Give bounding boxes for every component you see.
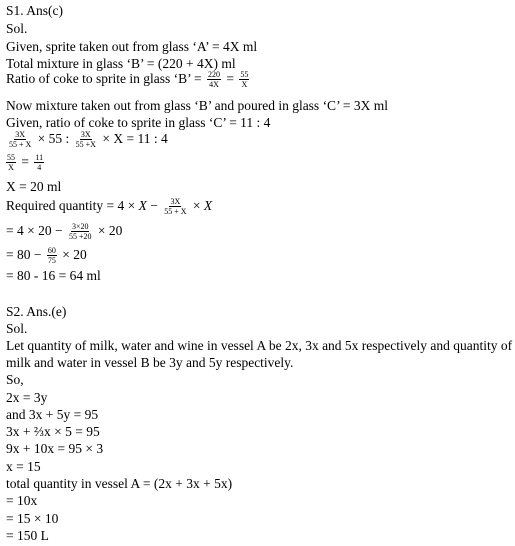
text: Ratio of coke to sprite in glass ‘B’ = <box>6 71 202 86</box>
s1-line: X = 20 ml <box>6 179 62 194</box>
s1-ratio-equation <box>6 130 168 149</box>
text: = 4 × 20 − <box>6 223 63 238</box>
denominator: 75 <box>47 256 56 266</box>
fraction <box>34 153 44 172</box>
fraction <box>207 70 221 89</box>
text: × 55 : <box>37 131 70 146</box>
fraction <box>75 130 97 149</box>
variable: X <box>138 198 147 213</box>
s2-line: milk and water in vessel B be 3y and 5y respectively. <box>6 355 294 370</box>
s1-step <box>6 222 122 241</box>
s1-answer: = 80 - 16 = 64 ml <box>6 268 101 283</box>
s1-line: Given, sprite taken out from glass ‘A’ = 4X ml <box>6 39 258 54</box>
numerator: 60 <box>47 246 56 256</box>
fraction <box>163 197 187 216</box>
numerator: 3×20 <box>71 222 89 232</box>
s1-line: Now mixture taken out from glass ‘B’ and poured in glass ‘C’ = 3X ml <box>6 98 389 113</box>
s1-sol-label: Sol. <box>6 21 28 36</box>
times: × <box>192 198 201 213</box>
text: × 20 <box>62 247 87 262</box>
fraction <box>68 222 93 241</box>
denominator: X <box>241 80 248 90</box>
equals: = <box>226 71 234 86</box>
s2-line: and 3x + 5y = 95 <box>6 407 99 422</box>
s2-line: = 10x <box>6 493 38 508</box>
denominator: 55 + X <box>164 207 187 217</box>
s2-sol-label: Sol. <box>6 321 28 336</box>
fraction <box>6 153 16 172</box>
numerator: 3X <box>80 130 91 140</box>
text: × 20 <box>97 223 123 238</box>
numerator: 55 <box>7 153 15 163</box>
s2-answer: = 150 L <box>6 528 49 543</box>
s1-simplified-equation <box>6 153 46 172</box>
s1-heading: S1. Ans(c) <box>6 3 63 18</box>
text: Required quantity = 4 × <box>6 198 136 213</box>
numerator: 220 <box>207 70 220 80</box>
numerator: 3X <box>15 130 26 140</box>
s2-line: total quantity in vessel A = (2x + 3x + 5x) <box>6 476 233 491</box>
denominator: 55 +X <box>75 140 96 150</box>
fraction <box>239 70 249 89</box>
equals: = <box>21 154 29 169</box>
numerator: 55 <box>240 70 249 80</box>
denominator: 55 + X <box>9 140 32 150</box>
denominator: X <box>8 163 14 173</box>
s1-ratio-line <box>6 70 251 89</box>
denominator: 55 +20 <box>68 232 92 242</box>
s2-heading: S2. Ans.(e) <box>6 304 67 319</box>
text: × X = 11 : 4 <box>102 131 168 146</box>
s2-line: 2x = 3y <box>6 390 48 405</box>
s2-line: = 15 × 10 <box>6 511 59 526</box>
text: = 80 − <box>6 247 42 262</box>
numerator: 11 <box>35 153 44 163</box>
s1-line: Given, ratio of coke to sprite in glass ‘C’ = 11 : 4 <box>6 115 271 130</box>
s1-step <box>6 246 87 265</box>
s2-line: 9x + 10x = 95 × 3 <box>6 441 104 456</box>
fraction <box>47 246 57 265</box>
s2-line: Let quantity of milk, water and wine in vessel A be 2x, 3x and 5x respectively and quantity of <box>6 338 513 353</box>
variable: X <box>203 198 213 213</box>
s2-line: 3x + ⅔x × 5 = 95 <box>6 424 100 439</box>
s2-line: So, <box>6 372 24 387</box>
fraction <box>8 130 32 149</box>
s1-line: Total mixture in glass ‘B’ = (220 + 4X) ml <box>6 56 236 71</box>
s2-line: x = 15 <box>6 459 41 474</box>
minus: − <box>150 198 158 213</box>
s1-required-quantity <box>6 197 212 216</box>
denominator: 4 <box>37 163 42 173</box>
denominator: 4X <box>209 80 219 90</box>
numerator: 3X <box>170 197 181 207</box>
